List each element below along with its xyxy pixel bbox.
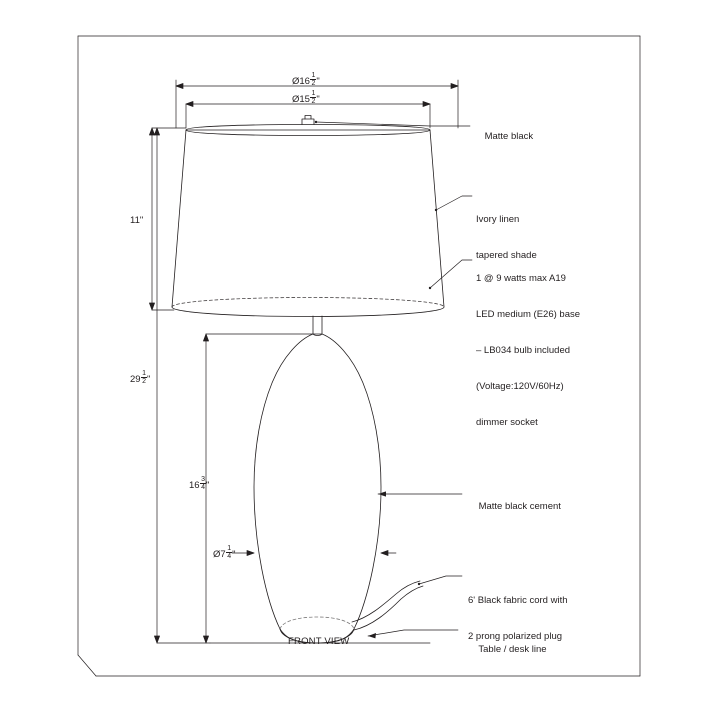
callout-ivory-linen-line1: Ivory linen bbox=[476, 214, 520, 225]
lamp-base-body bbox=[254, 334, 381, 643]
dimension-shade-top-inner-diameter: Ø15 $\frac{1}{2}$ " bbox=[292, 90, 320, 105]
callout-bulb-line4: (Voltage:120V/60Hz) bbox=[476, 381, 564, 392]
callout-bulb-line5: dimmer socket bbox=[476, 417, 538, 428]
callout-ivory-linen-line2: tapered shade bbox=[476, 250, 537, 261]
callout-matte-black: Matte black bbox=[484, 131, 534, 142]
dimension-overall-height: 29 $\frac{1}{2}$ " bbox=[130, 370, 151, 385]
callout-table-desk-line: Table / desk line bbox=[478, 644, 547, 655]
callout-matte-black-cement: Matte black cement bbox=[478, 501, 561, 512]
dimension-lines bbox=[149, 80, 458, 643]
power-cord bbox=[352, 581, 423, 630]
callout-leaders bbox=[315, 121, 472, 639]
callout-cord-line2: 2 prong polarized plug bbox=[468, 631, 563, 642]
dimension-base-diameter: Ø7 $\frac{1}{4}$ " bbox=[213, 545, 236, 560]
dimension-shade-height: 11" bbox=[130, 215, 144, 226]
callout-bulb-line2: LED medium (E26) base bbox=[476, 309, 581, 320]
lamp-shade bbox=[172, 125, 444, 317]
dimension-shade-top-diameter: Ø16 $\frac{1}{2}$ " bbox=[292, 72, 320, 87]
lamp-neck bbox=[313, 316, 322, 334]
callout-bulb-line1: 1 @ 9 watts max A19 bbox=[476, 273, 566, 284]
callout-cord-line1: 6' Black fabric cord with bbox=[468, 595, 568, 606]
shade-finial bbox=[302, 116, 314, 125]
view-label-front-view: FRONT VIEW bbox=[288, 636, 350, 647]
callout-bulb-spec bbox=[476, 249, 580, 453]
dimension-base-height: 16 $\frac{3}{4}$ " bbox=[189, 476, 210, 491]
callout-bulb-line3: – LB034 bulb included bbox=[476, 345, 571, 356]
